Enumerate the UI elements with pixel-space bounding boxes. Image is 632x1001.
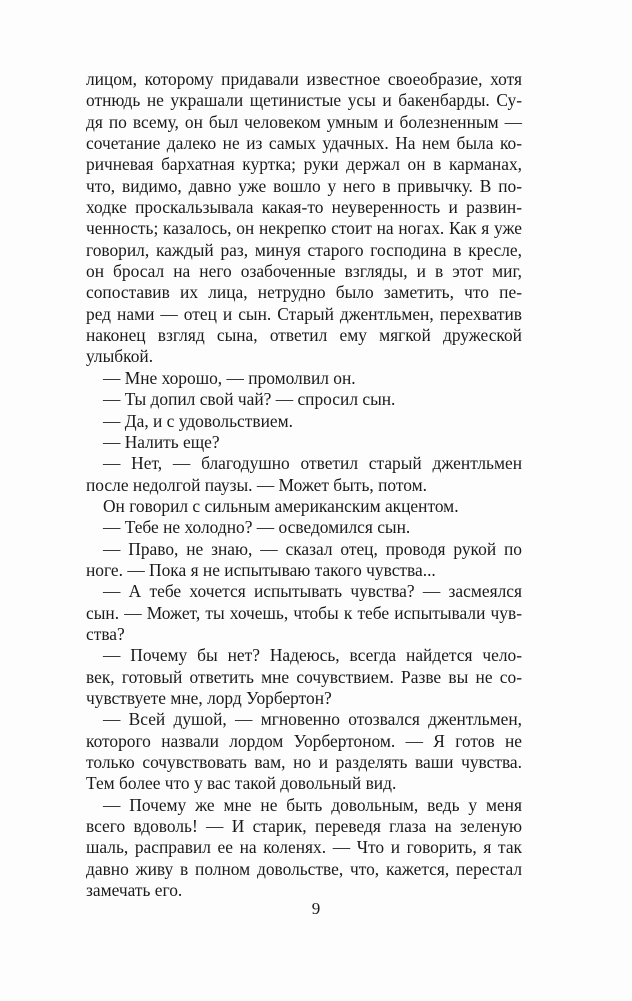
text-line: что, видимо, давно уже вошло у него в привычку. В по- xyxy=(86,175,522,196)
text-line: дя по всему, он был человеком умным и болезненным — xyxy=(86,111,522,132)
text-line: замечать его. xyxy=(86,880,183,901)
text-line: давно живу в полном довольстве, что, кажется, перестал xyxy=(86,858,522,879)
text-line: сын. — Может, ты хочешь, чтобы к тебе испытывали чув- xyxy=(86,602,522,623)
text-line: ричневая бархатная куртка; руки держал он в карманах, xyxy=(86,154,522,175)
text-line: ред нами — отец и сын. Старый джентльмен, перехватив xyxy=(86,303,522,324)
text-line: — Право, не знаю, — сказал отец, проводя рукой по xyxy=(103,538,522,559)
text-line: шаль, расправил ее на коленях. — Что и говорить, я так xyxy=(86,837,522,858)
text-line: отнюдь не украшали щетинистые усы и бакенбарды. Су- xyxy=(86,90,522,111)
text-line: сочетание далеко не из самых удачных. На нем была ко- xyxy=(86,133,522,154)
text-line: — Почему же мне не быть довольным, ведь у меня xyxy=(103,794,522,815)
text-line: ченность; казалось, он некрепко стоит на ногах. Как я уже xyxy=(86,218,522,239)
text-line: — Тебе не холодно? — осведомился сын. xyxy=(103,517,411,538)
text-line: всего вдоволь! — И старик, переведя глаза на зеленую xyxy=(86,816,522,837)
text-line: век, готовый ответить мне сочувствием. Разве вы не со- xyxy=(86,666,522,687)
text-line: после недолгой паузы. — Может быть, потом. xyxy=(86,474,427,495)
body-text xyxy=(86,69,522,901)
text-line: наконец взгляд сына, ответил ему мягкой дружеской xyxy=(86,325,522,346)
text-line: говорил, каждый раз, минуя старого господина в кресле, xyxy=(86,239,522,260)
text-line: ства? xyxy=(86,623,125,644)
text-line: — Ты допил свой чай? — спросил сын. xyxy=(103,389,396,410)
text-line: Он говорил с сильным американским акцентом. xyxy=(103,495,459,516)
text-line: ноге. — Пока я не испытываю такого чувства... xyxy=(86,559,436,580)
text-line: чувствуете мне, лорд Уорбертон? xyxy=(86,687,332,708)
text-line: сопоставив их лица, нетрудно было заметить, что пе- xyxy=(86,282,522,303)
page-number: 9 xyxy=(311,899,321,918)
text-line: — Почему бы нет? Надеюсь, всегда найдется чело- xyxy=(103,645,522,666)
text-line: — Нет, — благодушно ответил старый джентльмен xyxy=(103,453,522,474)
text-line: — Да, и с удовольствием. xyxy=(103,410,293,431)
text-line: улыбкой. xyxy=(86,346,154,367)
text-line: лицом, которому придавали известное своеобразие, хотя xyxy=(86,69,522,89)
text-line: — Мне хорошо, — промолвил он. xyxy=(103,367,356,388)
text-line: Тем более что у вас такой довольный вид. xyxy=(86,773,397,794)
text-line: — А тебе хочется испытывать чувства? — засмеялся xyxy=(103,581,522,602)
text-line: он бросал на него озабоченные взгляды, и в этот миг, xyxy=(86,261,522,282)
text-line: только сочувствовать вам, но и разделять ваши чувства. xyxy=(86,752,522,772)
text-line: — Всей душой, — мгновенно отозвался джентльмен, xyxy=(103,709,522,730)
text-line: — Налить еще? xyxy=(103,431,220,452)
text-line: ходке проскальзывала какая-то неуверенность и развин- xyxy=(86,197,522,218)
text-line: которого назвали лордом Уорбертоном. — Я готов не xyxy=(86,730,522,751)
